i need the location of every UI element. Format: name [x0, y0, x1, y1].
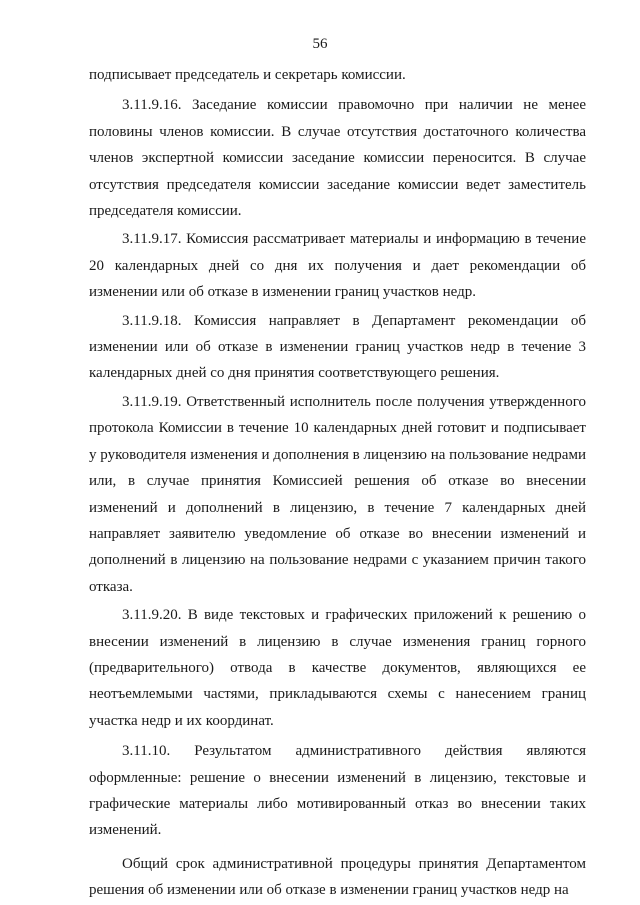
paragraph-3-11-9-19: 3.11.9.19. Ответственный исполнитель после получения утвержденного протокола Комиссии в течение 10 календарных дней готовит и подписывает у руководителя изменения и дополнения в лицензию на пользование недрами или, в случае принятия Комиссией решения об отказе во внесении изменений и дополнений в лицензию, в течение 7 календарных дней направляет заявителю уведомление об отказе во внесении изменений и дополнений в лицензию на пользование недрами с указанием причин такого отказа.: [89, 393, 586, 595]
paragraph-3-11-9-17: 3.11.9.17. Комиссия рассматривает материалы и информацию в течение 20 календарных дней со дня их получения и дает рекомендации об изменении или об отказе в изменении границ участков недр.: [89, 231, 586, 301]
paragraph-continuation: подписывает председатель и секретарь комиссии.: [89, 67, 406, 83]
paragraph-3-11-9-18: 3.11.9.18. Комиссия направляет в Департамент рекомендации об изменении или об отказе в изменении границ участков недр в течение 3 календарных дней со дня принятия соответствующего решения.: [89, 312, 586, 382]
page-number: 56: [312, 36, 328, 52]
paragraph-3-11-9-16: 3.11.9.16. Заседание комиссии правомочно при наличии не менее половины членов комиссии. В случае отсутствия достаточного количества членов экспертной комиссии заседание комиссии переносится. В случае отсутствия председателя комиссии заседание комиссии ведет заместитель председателя комиссии.: [89, 97, 586, 220]
paragraph-3-11-10: 3.11.10. Результатом административного действия являются оформленные: решение о внесении изменений в лицензию, текстовые и графические материалы либо мотивированный отказ во внесении таких изменений.: [89, 743, 586, 839]
paragraph-3-11-9-20: 3.11.9.20. В виде текстовых и графических приложений к решению о внесении изменений в лицензию в случае изменения границ горного (предварительного) отвода в качестве документов, являющихся ее неотъемлемыми частями, прикладываются схемы с нанесением границ участка недр и их координат.: [89, 607, 586, 729]
document-body: [89, 62, 586, 904]
paragraph-general-term: Общий срок административной процедуры принятия Департаментом решения об изменении или об отказе в изменении границ участков недр на: [89, 855, 586, 899]
